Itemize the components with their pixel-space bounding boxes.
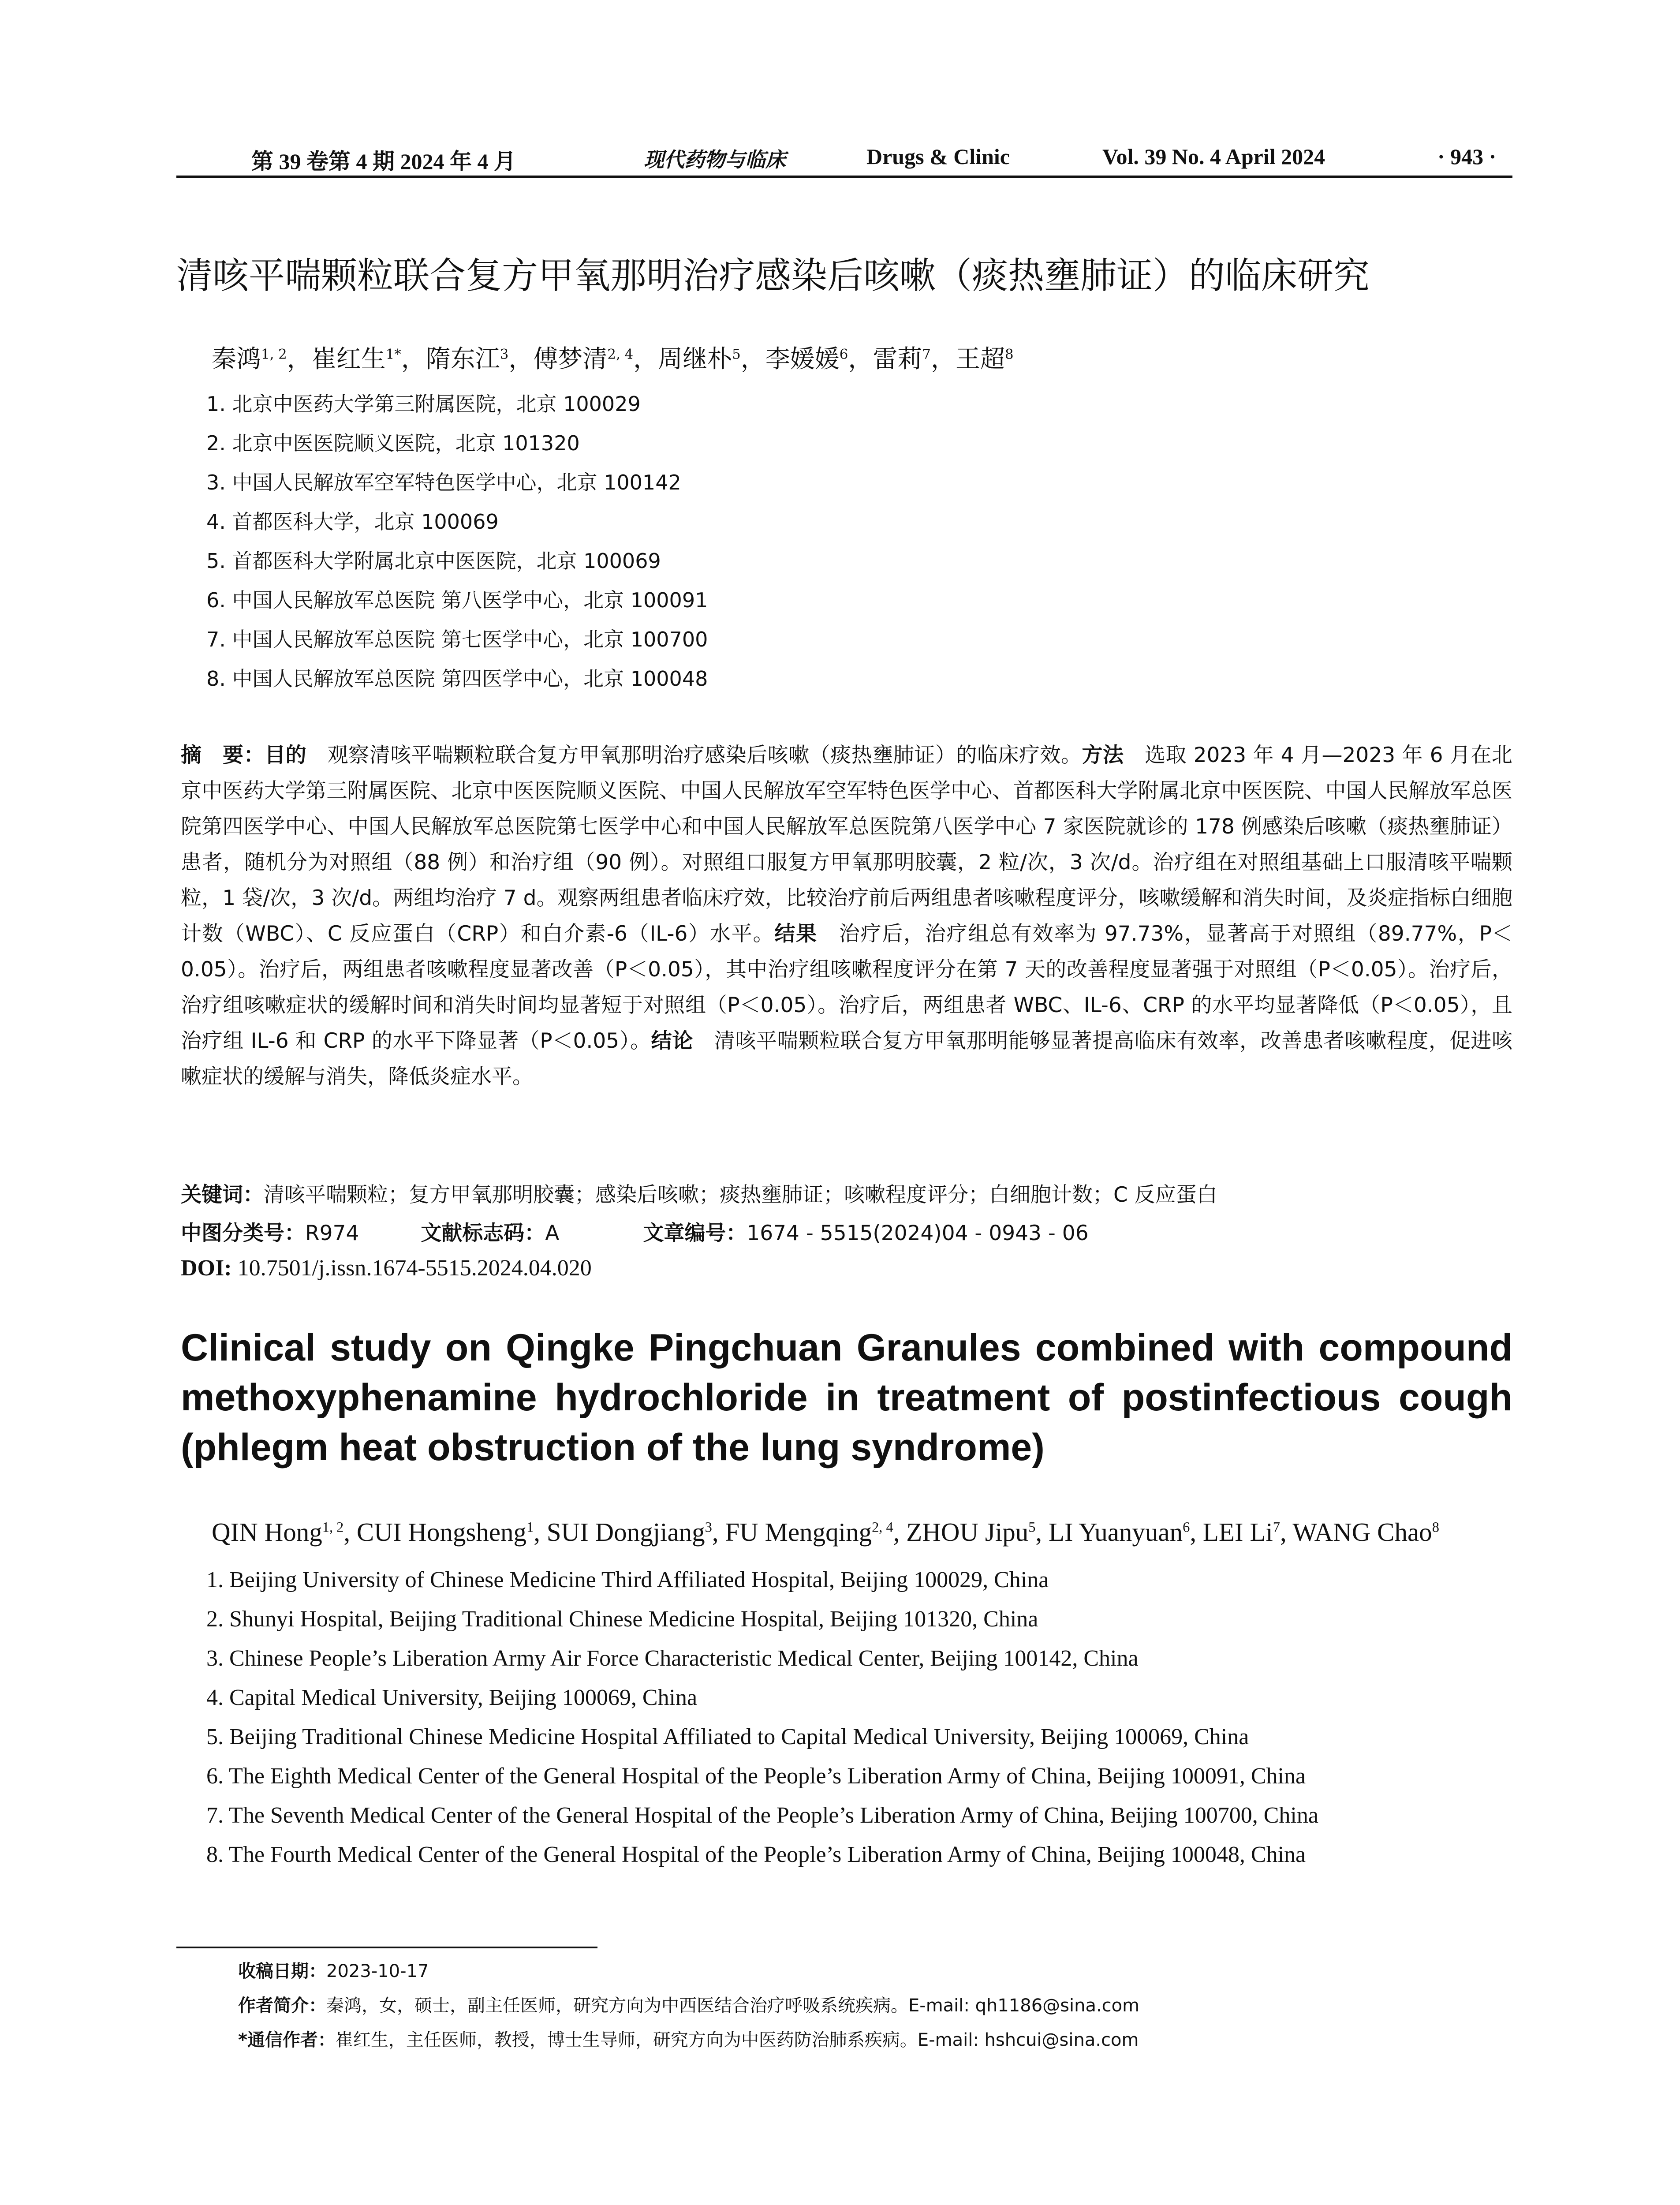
author-name: 王超 xyxy=(956,345,1005,374)
conclusion-label: 结论 xyxy=(651,1029,693,1053)
received-label: 收稿日期： xyxy=(238,1961,326,1981)
author-name: SUI Dongjiang xyxy=(546,1517,705,1547)
author-name: 崔红生 xyxy=(311,345,386,374)
author-name: 秦鸿 xyxy=(212,345,261,374)
author-affiliation-mark: 3 xyxy=(705,1519,712,1536)
author-affiliation-mark: 5 xyxy=(732,346,741,363)
results-text: 治疗后，治疗组总有效率为 97.73%，显著高于对照组（89.77%，P＜0.05）。治疗后，两组患者咳嗽程度显著改善（P＜0.05），其中治疗组咳嗽程度评分在第 7 天的改善程度显著强于对照组（P＜0.05）。治疗后，治疗组咳嗽症状的缓解时间和消失时间均显著短于对照组（P＜0.05）。治疗后，两组患者 WBC、IL-6、CRP 的水平均显著降低（P＜0.05），且治疗组 IL-6 和 CRP 的水平下降显著（P＜0.05）。 xyxy=(181,922,1513,1053)
author-affiliation-mark: 1 xyxy=(526,1519,534,1536)
footnote-author-bio xyxy=(238,1992,1139,2017)
author-affiliation-mark: 7 xyxy=(1273,1519,1280,1536)
classification xyxy=(181,1217,1089,1246)
header-journal-en: Drugs & Clinic xyxy=(866,144,1010,169)
affiliation-item: 2. 北京中医医院顺义医院，北京 101320 xyxy=(206,431,580,455)
article-no-value: 1674 - 5515(2024)04 - 0943 - 06 xyxy=(747,1221,1089,1245)
header-issue-en: Vol. 39 No. 4 April 2024 xyxy=(1102,144,1325,169)
author-affiliation-mark: 6 xyxy=(1183,1519,1190,1536)
author-name: 雷莉 xyxy=(873,345,922,374)
footnote-received xyxy=(238,1957,429,1982)
footnote-corresponding xyxy=(238,2026,1139,2051)
objective-text: 观察清咳平喘颗粒联合复方甲氧那明治疗感染后咳嗽（痰热壅肺证）的临床疗效。 xyxy=(306,743,1082,767)
corresponding-label: *通信作者： xyxy=(238,2030,336,2050)
affiliation-item: 4. 首都医科大学，北京 100069 xyxy=(206,510,499,534)
article-no-label: 文章编号： xyxy=(643,1221,747,1245)
affiliations-en xyxy=(206,1560,1318,1874)
author-name: 李媛媛 xyxy=(765,345,840,374)
keywords xyxy=(181,1178,1217,1208)
corresponding-text: 崔红生，主任医师，教授，博士生导师，研究方向为中医药防治肺系疾病。E-mail: hshcui@sina.com xyxy=(335,2030,1139,2050)
keywords-text: 清咳平喘颗粒；复方甲氧那明胶囊；感染后咳嗽；痰热壅肺证；咳嗽程度评分；白细胞计数；C 反应蛋白 xyxy=(264,1183,1217,1207)
affiliation-item: 8. The Fourth Medical Center of the General Hospital of the People’s Liberation Army of China, Beijing 100048, China xyxy=(206,1842,1306,1867)
affiliation-item: 6. 中国人民解放军总医院 第八医学中心，北京 100091 xyxy=(206,588,708,612)
author-bio-label: 作者简介： xyxy=(238,1996,326,2016)
author-affiliation-mark: 2, 4 xyxy=(607,346,634,363)
abstract-label: 摘 要： xyxy=(181,743,265,767)
objective-label: 目的 xyxy=(265,743,307,767)
author-affiliation-mark: 8 xyxy=(1432,1519,1439,1536)
affiliation-item: 7. The Seventh Medical Center of the General Hospital of the People’s Liberation Army of China, Beijing 100700, China xyxy=(206,1803,1318,1828)
header-journal-cn: 现代药物与临床 xyxy=(644,148,786,172)
received-date: 2023-10-17 xyxy=(326,1961,429,1981)
doi-line xyxy=(181,1255,592,1281)
affiliation-item: 5. 首都医科大学附属北京中医医院，北京 100069 xyxy=(206,549,661,573)
author-name: LI Yuanyuan xyxy=(1048,1517,1183,1547)
affiliation-item: 1. Beijing University of Chinese Medicine Third Affiliated Hospital, Beijing 100029, China xyxy=(206,1567,1049,1592)
affiliations-cn xyxy=(206,385,708,699)
affiliation-item: 6. The Eighth Medical Center of the General Hospital of the People’s Liberation Army of China, Beijing 100091, China xyxy=(206,1764,1306,1789)
author-name: 隋东江 xyxy=(426,345,500,374)
clc-value: R974 xyxy=(305,1221,359,1245)
affiliation-item: 8. 中国人民解放军总医院 第四医学中心，北京 100048 xyxy=(206,667,708,691)
header-rule xyxy=(176,176,1512,178)
affiliation-item: 3. 中国人民解放军空军特色医学中心，北京 100142 xyxy=(206,471,681,494)
author-name: 傅梦清 xyxy=(533,345,608,374)
affiliation-item: 5. Beijing Traditional Chinese Medicine Hospital Affiliated to Capital Medical University, Beijing 100069, China xyxy=(206,1724,1249,1749)
keywords-label: 关键词： xyxy=(181,1183,264,1207)
running-header xyxy=(176,140,1512,176)
author-affiliation-mark: 7 xyxy=(922,346,931,363)
affiliation-item: 2. Shunyi Hospital, Beijing Traditional Chinese Medicine Hospital, Beijing 101320, China xyxy=(206,1607,1038,1632)
author-affiliation-mark: 2, 4 xyxy=(872,1519,893,1536)
doi-label: DOI: xyxy=(181,1256,232,1281)
author-name: QIN Hong xyxy=(212,1517,322,1547)
author-name: FU Mengqing xyxy=(725,1517,872,1547)
doi-link[interactable]: 10.7501/j.issn.1674-5515.2024.04.020 xyxy=(237,1256,592,1281)
methods-text: 选取 2023 年 4 月—2023 年 6 月在北京中医药大学第三附属医院、北京中医医院顺义医院、中国人民解放军空军特色医学中心、首都医科大学附属北京中医医院、中国人民解放军总医院第四医学中心、中国人民解放军总医院第七医学中心和中国人民解放军总医院第八医学中心 7 家医院就诊的 178 例感染后咳嗽（痰热壅肺证）患者，随机分为对照组（88 例）和治疗组（90 例）。对照组口服复方甲氧那明胶囊，2 粒/次，3 次/d。治疗组在对照组基础上口服清咳平喘颗粒，1 袋/次，3 次/d。两组均治疗 7 d。观察两组患者临床疗效，比较治疗前后两组患者咳嗽程度评分，咳嗽缓解和消失时间，及炎症指标白细胞计数（WBC）、C 反应蛋白（CRP）和白介素-6（IL-6）水平。 xyxy=(181,743,1513,946)
doc-code-label: 文献标志码： xyxy=(421,1221,545,1245)
author-affiliation-mark: 8 xyxy=(1005,346,1014,363)
affiliation-item: 4. Capital Medical University, Beijing 100069, China xyxy=(206,1685,698,1710)
clc-label: 中图分类号： xyxy=(181,1221,305,1245)
author-affiliation-mark: 3 xyxy=(500,346,509,363)
authors-cn: 秦鸿$^{1, 2}$，崔红生$^{1*}$，隋东江$^3$，傅梦清$^{2, 4}$，周继朴$^5$，李媛媛$^6$，雷莉$^7$，王超$^8$ xyxy=(212,345,1014,374)
conclusion-text: 清咳平喘颗粒联合复方甲氧那明能够显著提高临床有效率，改善患者咳嗽程度，促进咳嗽症状的缓解与消失，降低炎症水平。 xyxy=(181,1029,1513,1089)
author-affiliation-mark: 5 xyxy=(1028,1519,1036,1536)
author-name: LEI Li xyxy=(1202,1517,1273,1547)
affiliation-item: 3. Chinese People’s Liberation Army Air Force Characteristic Medical Center, Beijing 100142, China xyxy=(206,1646,1139,1671)
header-page-number: · 943 · xyxy=(1437,144,1497,169)
author-affiliation-mark: 6 xyxy=(839,346,848,363)
methods-label: 方法 xyxy=(1082,743,1124,767)
affiliation-item: 7. 中国人民解放军总医院 第七医学中心，北京 100700 xyxy=(206,628,708,651)
author-name: WANG Chao xyxy=(1292,1517,1432,1547)
author-affiliation-mark: 1* xyxy=(385,346,401,363)
author-affiliation-mark: 1, 2 xyxy=(322,1519,344,1536)
doc-code-value: A xyxy=(545,1221,560,1245)
authors-en: QIN Hong$^{1, 2}$, CUI Hongsheng$^1$, SUI Dongjiang$^3$, FU Mengqing$^{2, 4}$, ZHOU Jipu$^5$, LI Yuanyuan$^6$, LEI Li$^7$, WANG Chao$^8$ xyxy=(212,1517,1439,1547)
title-cn: 清咳平喘颗粒联合复方甲氧那明治疗感染后咳嗽（痰热壅肺证）的临床研究 xyxy=(176,255,1370,297)
author-affiliation-mark: 1, 2 xyxy=(261,346,287,363)
author-bio-text: 秦鸿，女，硕士，副主任医师，研究方向为中西医结合治疗呼吸系统疾病。E-mail: qh1186@sina.com xyxy=(326,1996,1140,2016)
author-name: CUI Hongsheng xyxy=(356,1517,527,1547)
header-issue-cn: 第 39 卷第 4 期 2024 年 4 月 xyxy=(251,149,516,174)
abstract xyxy=(181,737,1512,1095)
results-label: 结果 xyxy=(774,922,818,946)
author-name: 周继朴 xyxy=(658,345,732,374)
affiliation-item: 1. 北京中医药大学第三附属医院，北京 100029 xyxy=(206,392,641,416)
author-name: ZHOU Jipu xyxy=(906,1517,1029,1547)
footnote-rule xyxy=(176,1947,597,1948)
title-en: Clinical study on Qingke Pingchuan Granules combined with compound methoxyphenamine hydrochloride in treatment of postinfectious cough (phlegm heat obstruction of the lung syndrome) xyxy=(181,1327,1512,1469)
